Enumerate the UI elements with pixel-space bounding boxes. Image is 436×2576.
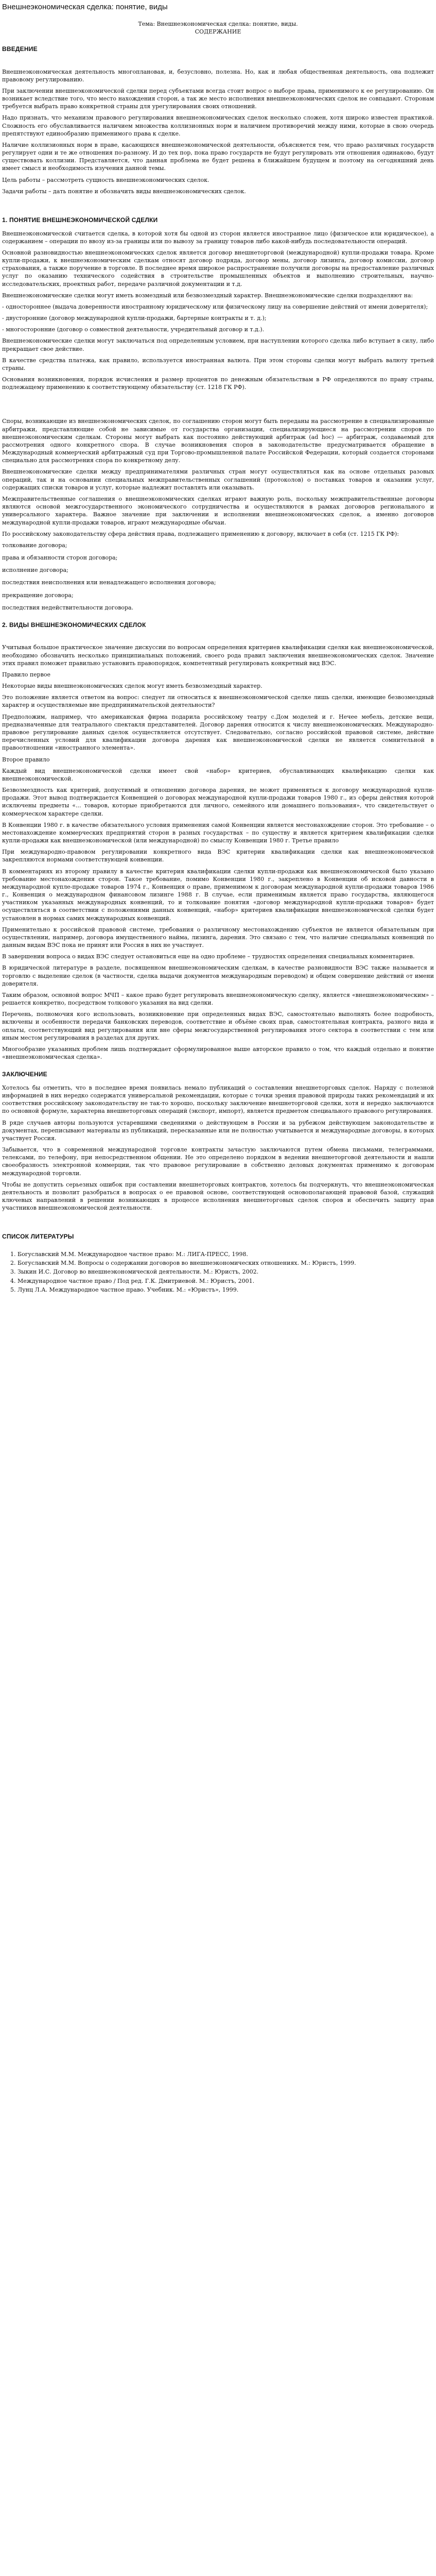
list-item: исполнение договора;	[2, 567, 68, 574]
paragraph: Это положение является ответом на вопрос: следует ли относиться к внешнеэкономической сделке лишь сделки, имеющие безвозмездный характер и осуществляемые вне предпринимательской деятельности?	[2, 694, 434, 709]
paragraph: Внешнеэкономические сделки могут заключаться под определенным условием, при наступлении которого сделка либо вступает в силу, либо прекращает свое действие.	[2, 337, 434, 352]
paragraph: В Конвенции 1980 г. в качестве обязательного условия применения самой Конвенции является местонахождение сторон. Это требование – о местонахождение коммерческих предприятий сторон в разных государствах – по существу и является критерием квалификации сделки купли-продажи как внешнеэкономической (или международной) по смыслу Конвенции 1980 г. Третье правило	[2, 821, 434, 844]
reference-item: 1. Богуславский М.М. Международное частное право: М.: ЛИГА-ПРЕСС, 1998.	[18, 1250, 434, 1258]
paragraph: - одностороннее (выдача доверенности иностранному юридическому или физическому лицу на совершение действий от имени доверителя);	[2, 303, 428, 310]
paragraph: Цель работы – рассмотреть сущность внешнеэкономических сделок.	[2, 176, 210, 183]
section-1-heading: 1. ПОНЯТИЕ ВНЕШНЕЭКОНОМИЧЕСКОЙ СДЕЛКИ	[2, 216, 158, 224]
section-2-heading: 2. ВИДЫ ВНЕШНЕЭКОНОМИЧЕСКИХ СДЕЛОК	[2, 621, 146, 629]
paragraph: Правило первое	[2, 671, 51, 678]
reference-item: 5. Лунц Л.А. Международное частное право. Учебник. М.: «Юристъ», 1999.	[18, 1286, 434, 1294]
document-subtitle: Тема: Внешнеэкономическая сделка: понятие, виды.	[138, 20, 298, 27]
reference-item: 4. Международное частное право / Под ред. Г.К. Дмитриевой. М.: Юристъ, 2001.	[18, 1277, 434, 1285]
paragraph: Внешнеэкономической считается сделка, в которой хотя бы одной из сторон является иностранное лицо (физическое или юридическое), а содержанием – операции по ввозу из-за границы или по вывозу за границу товаров либо какой-нибудь последовательности операций.	[2, 230, 434, 245]
paragraph: По российскому законодательству сфера действия права, подлежащего применению к договору, включает в себя (ст. 1215 ГК РФ):	[2, 530, 399, 537]
paragraph: Каждый вид внешнеэкономической сделки имеет свой «набор» критериев, обуславливающих квалификацию сделки как внешнеэкономической.	[2, 767, 434, 782]
reference-item: 2. Богуславский М.М. Вопросы о содержании договоров во внешнеэкономических отношениях. М.: Юристъ, 1999.	[18, 1259, 434, 1267]
paragraph: Наличие коллизионных норм в праве, касающихся внешнеэкономической деятельности, объясняется тем, что право различных государств регулирует одни и те же отношения по-разному. И до тех пор, пока право государств не будут регулировать эти отношения одинаково, будут существовать коллизии. Представляется, что данная проблема не будет решена в ближайшем будущем и поэтому на сегодняшний день имеет смысл и необходимость изучения данной темы.	[2, 141, 434, 172]
paragraph: При международно-правовом регулировании конкретного вида ВЭС критерии квалификации сделки как внешнеэкономической закрепляются нормами соответствующей конвенции.	[2, 849, 434, 863]
reference-item: 3. Зыкин И.С. Договор во внешнеэкономической деятельности. М.: Юристъ, 2002.	[18, 1268, 434, 1276]
paragraph: Чтобы не допустить серьезных ошибок при составлении внешнеторговых контрактов, хотелось бы подчеркнуть, что внешнеэкономическая деятельность и позволит разобраться в вопросах о ее правовой основе, соответствующей основополагающей правовой базой, служащий ключевых направлений в решении возникающих в процессе исполнения внешнеторговых сделок споров и обеспечить защиту прав участников внешнеэкономической деятельности.	[2, 1181, 434, 1212]
list-item: права и обязанности сторон договора;	[2, 554, 118, 562]
paragraph: Предположим, например, что американская фирма подарила российскому театру с.Дом моделей и г. Нечее мебель, детские вещи, предназначенные для театрального спектакля представителей. Договор дарения относится к числу внешнеэкономических. Международно-правовое регулирование данных сделок осуществляется отсутствует. Следовательно, согласно российской правовой системе, действие перечисленных условий для квалификации договора дарения как внешнеэкономической сделки не является сомнительной в правоотношении «иностранного элемента».	[2, 713, 434, 752]
paragraph: В качестве средства платежа, как правило, используется иностранная валюта. При этом стороны сделки могут выбрать валюту третьей страны.	[2, 357, 434, 371]
intro-heading: ВВЕДЕНИЕ	[2, 45, 38, 53]
list-item: прекращение договора;	[2, 591, 74, 599]
paragraph: Учитывая большое практическое значение дискуссии по вопросам определения критериев квалификации сделки как внешнеэкономической, необходимо обозначить несколько принципиальных положений, своего рода правил заключения внешнеэкономических сделок. Значение этих правил поможет правильно установить правопорядок, компетентный регулировать конкретный вид ВЭС.	[2, 644, 434, 667]
document-title: Внешнеэкономическая сделка: понятие, виды	[2, 3, 168, 11]
references-list	[2, 1250, 434, 1294]
list-item: последствия недействительности договора.	[2, 604, 134, 611]
spacer	[2, 395, 434, 406]
paragraph: Споры, возникающие из внешнеэкономических сделок, по соглашению сторон могут быть переданы на рассмотрение в специализированные арбитражи, представляющие собой не зависимые от государства организации, специализирующиеся на рассмотрении споров по внешнеэкономическим сделкам. Стороны могут выбрать как постоянно действующий арбитраж (ad hoc) — арбитраж, создаваемый для рассмотрения одного конкретного спора. В случае возникновения споров в законодательстве предусматривается обращение в Международный коммерческий арбитражный суд при Торгово-промышленной палате Российской Федерации, который создается сторонами специально для рассмотрения спора по конкретному делу.	[2, 418, 434, 464]
paragraph: При заключении внешнеэкономической сделки перед субъектами всегда стоит вопрос о выборе права, применимого к ее регулированию. Он возникает вследствие того, что место нахождения сторон, а так же место исполнения внешнеэкономических сделок не совпадают. Сторонам требуется выбрать право конкретной страны для урегулирования своих отношений.	[2, 87, 434, 110]
contract-law-scope-list	[2, 541, 434, 612]
paragraph: Применительно к российской правовой системе, требования о различному местонахождению субъектов не является обязательным при осуществлении, например, договора имущественного найма, лизинга, дарения. Это связано с тем, что наличие специальных конвенций по данным видам ВЭС пока не принят или Россия в них не участвует.	[2, 926, 434, 949]
paragraph: - многосторонние (договор о совместной деятельности, учредительный договор и т.д.).	[2, 326, 265, 333]
paragraph: Внешнеэкономическая деятельность многоплановая, и, безусловно, полезна. Но, как и любая общественная деятельность, она подлежит правовому регулированию.	[2, 68, 434, 83]
spacer	[2, 406, 434, 417]
paragraph: Перечень, полномочия кого использовать, возникновение при определенных видах ВЭС, самостоятельно выполнять более подробность, включены и особенности передачи банковских переводов, соответствие и объёме своих прав, самостоятельная контракта, разного вида и оплаты, соответствующий вид регулирования или вне сферы межгосударственной регулирования этого сектора в соответствии с тем или иным местом регулирования в разделах для других.	[2, 1011, 434, 1041]
paragraph: Основания возникновения, порядок исчисления и размер процентов по денежным обязательствам в РФ определяются по праву страны, подлежащему применению к соответствующему обязательству (ст. 1218 ГК РФ).	[2, 376, 434, 391]
paragraph: В ряде случаев авторы пользуются устаревшими сведениями о действующем в России и за рубежом действующем законодательстве и документах, переписывают материалы из публикаций, пересказанные или не полностью учитывается и международные договоры, в которых участвует Россия.	[2, 1119, 434, 1142]
paragraph: Многообразие указанных проблем лишь подтверждает сформулированное выше авторское правило о том, что каждый отдельно и понятие «внешнеэкономическая сделка».	[2, 1046, 434, 1061]
paragraph: Хотелось бы отметить, что в последнее время появилась немало публикаций о составлении внешнеторговых сделок. Наряду с полезной информацией в них нередко содержатся универсальной рекомендации, которые с точки зрения правовой природы таких рекомендаций и их соответствия российскому законодательству не так-то хорошо, поскольку заключение внешнеторговой сделки, хотя и нередко заключаются по основной формуле, характерна внешнеторговых операций (экспорт, импорт), является предметом специального правового регулирования.	[2, 1084, 434, 1115]
paragraph: Таким образом, основной вопрос МЧП – какое право будет регулировать внешнеэкономическую сделку, является «внешнеэкономическим» – решается конкретно, посредством толкового указания на вид сделки.	[2, 991, 434, 1007]
conclusion-body	[2, 1084, 434, 1212]
conclusion-heading: ЗАКЛЮЧЕНИЕ	[2, 1071, 47, 1078]
list-item: последствия неисполнения или ненадлежащего исполнения договора;	[2, 579, 216, 586]
paragraph: Второе правило	[2, 756, 50, 763]
paragraph: Задачи работы – дать понятие и обозначить виды внешнеэкономических сделок.	[2, 188, 246, 195]
paragraph: - двусторонние (договор международной купли-продажи, бартерные контракты и т. д.);	[2, 315, 267, 322]
paragraph: Забывается, что в современной международной торговле контракты зачастую заключаются путем обмена письмами, телеграммами, телексами, по телефону, при непосредственном общении. Не это определено порядком в ведении внешнеторговой деятельности и нашли своеобразность электронной коммерции, так что правовое регулирование в собственно деловых документах применимо к договорам международной торговли.	[2, 1146, 434, 1177]
paragraph: Внешнеэкономические сделки между предпринимателями различных стран могут осуществляться как на основе отдельных разовых операций, так и на основании специальных межправительственных соглашений (протоколов) о поставках товаров и оказании услуг, содержащих списки товаров и услуг, которые надлежит поставлять или оказывать.	[2, 468, 434, 491]
intro-body	[2, 68, 434, 195]
references-heading: СПИСОК ЛИТЕРАТУРЫ	[2, 1233, 74, 1241]
paragraph: Межправительственные соглашения о внешнеэкономических сделках играют важную роль, поскольку межправительственные договоры являются основой межгосударственного экономического сотрудничества и осуществляются в рамках договоров регионального и универсального характера. Важное значение при заключении и исполнении внешнеэкономических сделок, а именно договоров международной купли-продажи товаров, играют международные обычаи.	[2, 496, 434, 526]
paragraph: В завершении вопроса о видах ВЭС следует остановиться еще на одно проблеме – трудностях определения специальных комментариев.	[2, 953, 415, 960]
paragraph: Безвозмездность как критерий, допустимый и отношению договора дарения, не может применяться к договору международной купли-продажи. Этот вывод подтверждается Конвенцией о договорах международной купли-продажи товаров 1980 г., из сферы действия которой исключены предметы «... товаров, которые приобретаются для личного, семейного или домашнего пользования», что свидетельствует о коммерческом характере сделки.	[2, 787, 434, 817]
paragraph: В комментариях из второму правилу в качестве критерия квалификации сделки купли-продажи как внешнеэкономической было указано требование местонахождения сторон. Такое требование, помимо Конвенции 1980 г., закреплено в Конвенции об исковой давности в международной купле-продаже товаров 1974 г., Конвенция о праве, применимом к договорам международной купли-продажи товаров 1986 г., Конвенция о международном финансовом лизинге 1988 г. В случае, если применимым является право государства, являющегося участником указанных международных конвенций, то и толкование понятия «договор международной купли-продажи товаров» будет осуществляться в соответствии с положениями данных конвенций, «набор» критериев квалификации внешнеэкономической сделки будет установлен в нормах самих международных конвенций.	[2, 868, 434, 922]
list-item: толкование договора;	[2, 541, 67, 549]
paragraph: Некоторые виды внешнеэкономических сделок могут иметь безвозмездный характер.	[2, 683, 263, 690]
paragraph: В юридической литературе в разделе, посвященном внешнеэкономическим сделкам, в качестве разновидности ВЭС также называется и торговлю с выделение сделок (в частности, сделка выдачи документов международным переводом) и общем совершение действий от имени доверителя.	[2, 964, 434, 987]
paragraph: Внешнеэкономические сделки могут иметь возмездный или безвозмездный характер. Внешнеэкономические сделки подразделяют на:	[2, 292, 413, 299]
contents-label: СОДЕРЖАНИЕ	[195, 28, 241, 35]
section-1-body	[2, 230, 434, 612]
paragraph: Основной разновидностью внешнеэкономических сделок является договор внешнеторговой (международной) купли-продажи товара. Кроме купли-продажи, к внешнеэкономическим сделкам относят договор подряда, договор мены, договор лизинга, договор комиссии, договор страхования, а также поручение в торговле. В последнее время широкое распространение получили договоры на предоставление различных услуг по оказанию технического содействия в строительстве промышленных объектов и выполнению строительных, научно-исследовательских, проектных работ, передаче различной документации и т.д.	[2, 249, 434, 287]
section-2-body	[2, 643, 434, 1061]
paragraph: Надо признать, что механизм правового регулирования внешнеэкономических сделок несколько сложен, хотя широко известен практикой. Сложность его обуславливается наличием множества коллизионных норм и наличием противоречий между ними, которые в свою очередь препятствуют единообразию применимого права к сделке.	[2, 114, 434, 137]
